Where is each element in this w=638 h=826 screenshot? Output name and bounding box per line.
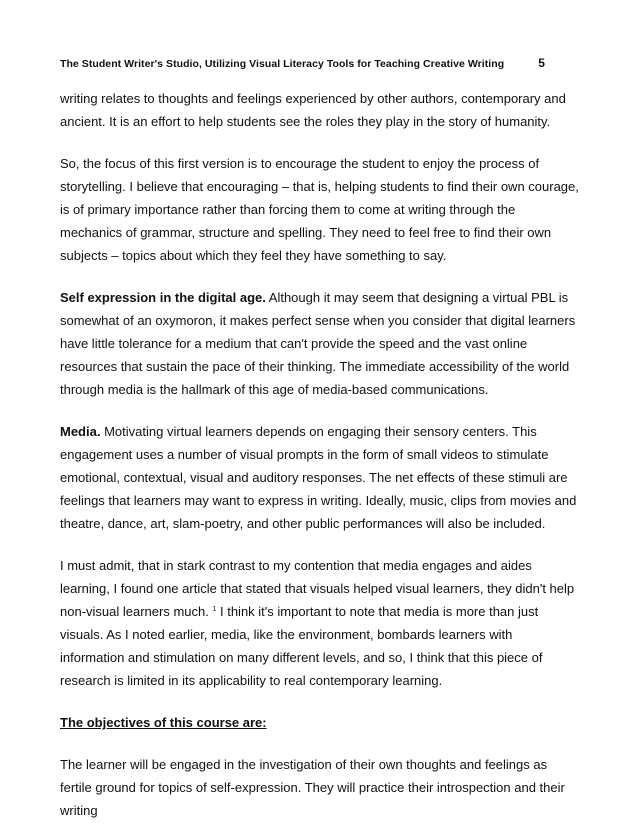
paragraph-objectives: The learner will be engaged in the investigation of their own thoughts and feelings as fertile ground for topics of self-expression. They will practice their introspection and their writing [60, 757, 565, 818]
paragraph-admission [60, 554, 580, 692]
paragraph-media [60, 420, 580, 535]
page-header [60, 58, 545, 78]
footnote-marker: 1 [212, 606, 217, 613]
paragraph-admission-part2: I think it's important to note that media is more than just visuals. As I noted earlier, media, like the environment, bombards learners with information and stimulation on many different levels, and so, I think that this piece of research is limited in its applicability to real contemporary learning. [60, 604, 543, 688]
paragraph-admission-part1: I must admit, that in stark contrast to my contention that media engages and aides learning, I found one article that stated that visuals helped visual learners, they didn't help non-visual learners much. [60, 558, 575, 619]
header-title: The Student Writer's Studio, Utilizing Visual Literacy Tools for Teaching Creative Writing [60, 58, 505, 70]
paragraph-focus: So, the focus of this first version is to encourage the student to enjoy the process of storytelling. I believe that encouraging – that is, helping students to find their own courage, is of primary importance rather than forcing them to come at writing through the mechanics of grammar, structure and spelling. They need to feel free to find their own subjects – topics about which they feel they have something to say. [60, 156, 579, 263]
body-text [60, 87, 580, 822]
page-number: 5 [538, 56, 545, 70]
paragraph-self-expression [60, 286, 580, 401]
section-lead-self-expression: Self expression in the digital age. [60, 290, 266, 305]
objectives-heading: The objectives of this course are: [60, 715, 267, 730]
paragraph-continuation: writing relates to thoughts and feelings experienced by other authors, contemporary and ancient. It is an effort to help students see the roles they play in the story of humanity. [60, 91, 566, 129]
paragraph-media-body: Motivating virtual learners depends on engaging their sensory centers. This engagement uses a number of visual prompts in the form of small videos to stimulate emotional, contextual, visual and auditory responses. The net effects of these stimuli are feelings that learners may want to express in writing. Ideally, music, clips from movies and theatre, dance, art, slam-poetry, and other public performances will also be included. [60, 424, 577, 531]
paragraph-self-expression-body: Although it may seem that designing a virtual PBL is somewhat of an oxymoron, it makes perfect sense when you consider that digital learners have little tolerance for a medium that can't provide the speed and the vast online resources that sustain the pace of their thinking. The immediate accessibility of the world through media is the hallmark of this age of media-based communications. [60, 290, 576, 397]
section-lead-media: Media. [60, 424, 101, 439]
